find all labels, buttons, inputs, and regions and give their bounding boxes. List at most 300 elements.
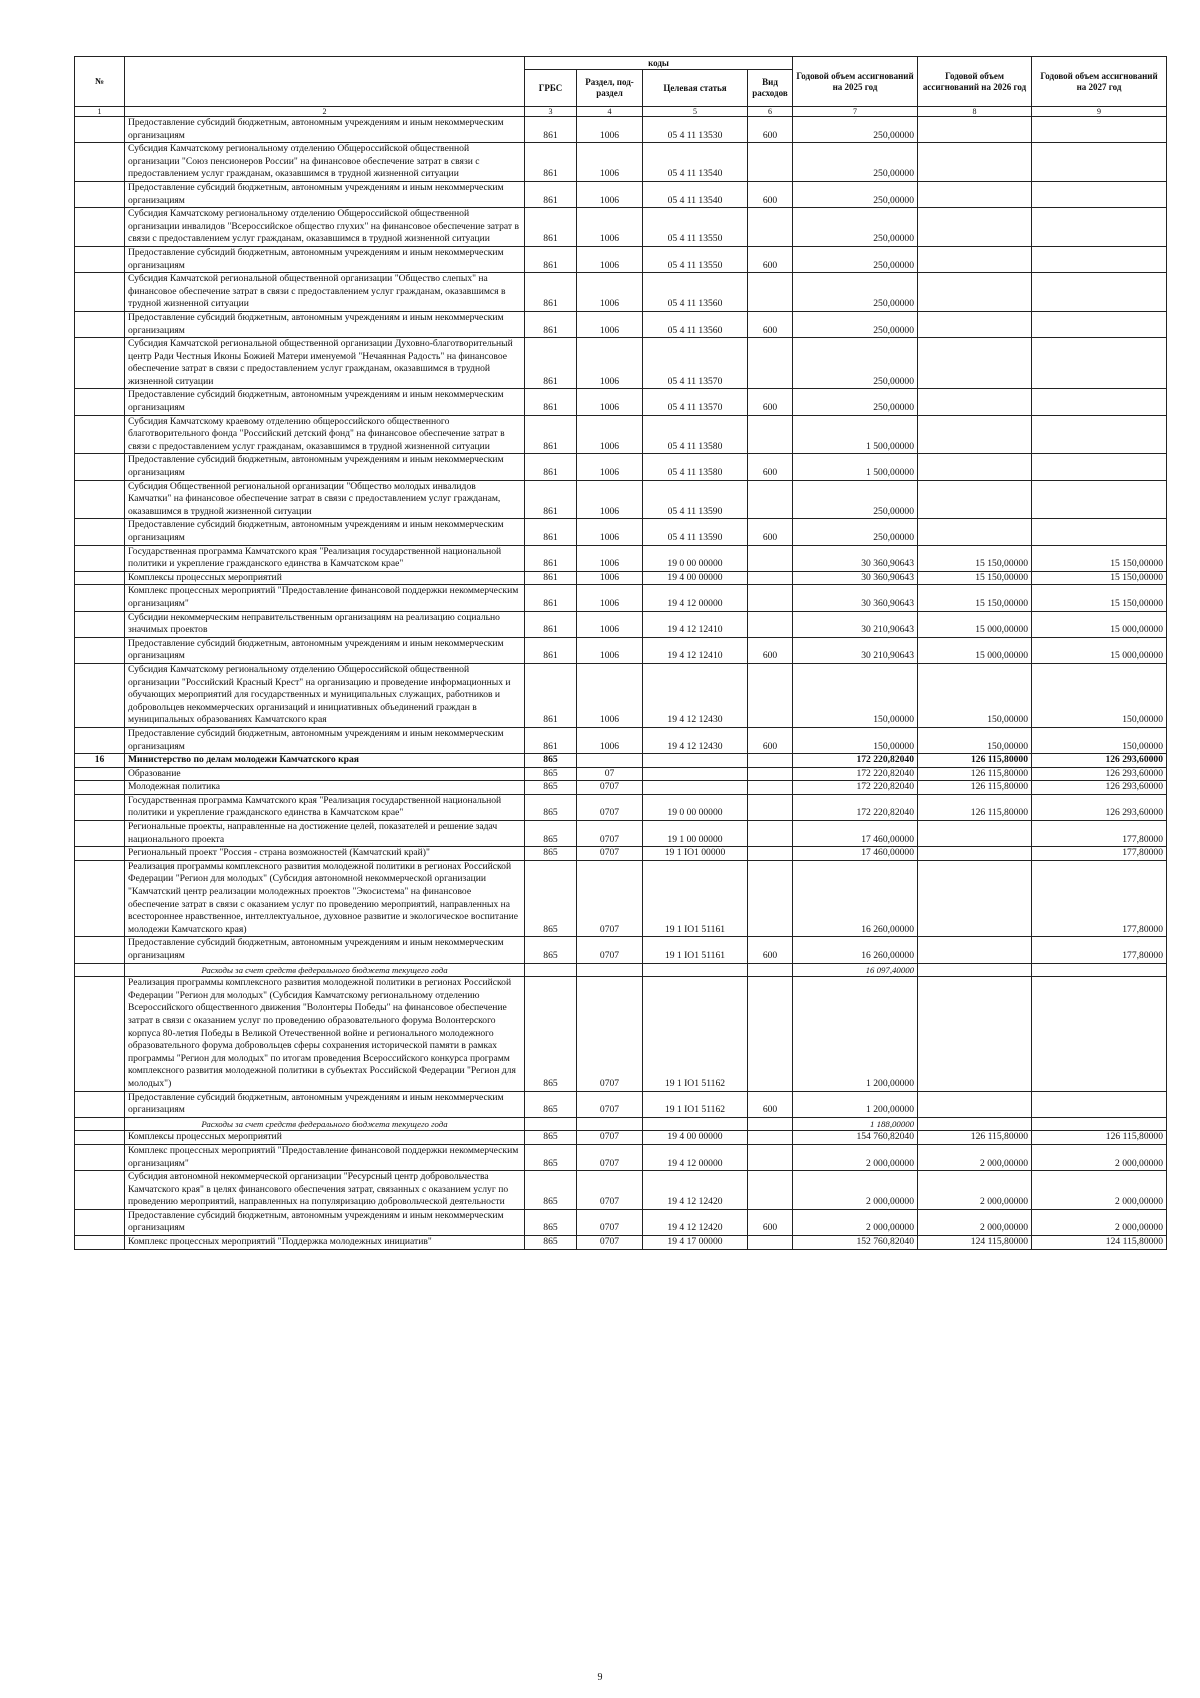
table-row: [75, 181, 1167, 207]
row-amount-2027: 15 000,00000: [1032, 637, 1167, 663]
column-number: 4: [577, 107, 643, 117]
row-grbs: 861: [525, 637, 577, 663]
table-subrow: [75, 1117, 1167, 1131]
row-name: Субсидии некоммерческим неправительственным организациям на реализацию социально значимых проектов: [125, 611, 525, 637]
row-number: [75, 767, 125, 781]
table-row: [75, 1144, 1167, 1170]
row-number: [75, 454, 125, 480]
row-name: Предоставление субсидий бюджетным, автономным учреждениям и иным некоммерческим организациям: [125, 389, 525, 415]
row-expense-type: [748, 585, 793, 611]
row-amount-2027: 126 293,60000: [1032, 754, 1167, 768]
row-name: Комплекс процессных мероприятий "Предоставление финансовой поддержки некоммерческим организациям": [125, 585, 525, 611]
row-expense-type: [748, 611, 793, 637]
row-amount-2025: 154 760,82040: [793, 1131, 918, 1145]
row-target-article: [643, 963, 748, 977]
row-expense-type: [748, 767, 793, 781]
row-razdel: 1006: [577, 246, 643, 272]
row-razdel: 0707: [577, 977, 643, 1091]
row-amount-2027: [1032, 181, 1167, 207]
row-name: Предоставление субсидий бюджетным, автономным учреждениям и иным некоммерческим организациям: [125, 117, 525, 143]
row-amount-2027: 15 150,00000: [1032, 585, 1167, 611]
row-expense-type: 600: [748, 637, 793, 663]
row-grbs: 865: [525, 1144, 577, 1170]
row-razdel: 1006: [577, 117, 643, 143]
row-amount-2027: [1032, 273, 1167, 312]
row-name: Субсидия Камчатскому региональному отделению Общероссийской общественной организации "Российский Красный Крест" на организацию и проведение информационных и обучающих мероприятий для государственных и муниципальных служащих, работников и добровольцев некоммерческих организаций и инициативных объединений граждан в муниципальных образованиях Камчатского края: [125, 663, 525, 727]
row-name: Государственная программа Камчатского края "Реализация государственной национальной политики и укрепление гражданского единства в Камчатском крае": [125, 545, 525, 571]
row-expense-type: 600: [748, 1209, 793, 1235]
row-target-article: 05 4 11 13550: [643, 208, 748, 247]
row-number: [75, 415, 125, 454]
table-row: [75, 338, 1167, 389]
row-name: Предоставление субсидий бюджетным, автономным учреждениям и иным некоммерческим организациям: [125, 727, 525, 753]
row-name: Субсидия Камчатскому краевому отделению общероссийского общественного благотворительного фонда "Российский детский фонд" на финансовое обеспечение затрат в связи с предоставлением услуг гражданам, оказавшимся в трудной жизненной ситуации: [125, 415, 525, 454]
table-row: [75, 821, 1167, 847]
table-row: [75, 1131, 1167, 1145]
row-amount-2026: [918, 273, 1032, 312]
row-name: Региональные проекты, направленные на достижение целей, показателей и решение задач национального проекта: [125, 821, 525, 847]
row-target-article: 05 4 11 13580: [643, 415, 748, 454]
row-amount-2025: 250,00000: [793, 143, 918, 182]
row-grbs: 865: [525, 767, 577, 781]
header-codes: коды: [525, 57, 793, 70]
row-number: [75, 389, 125, 415]
header-num: №: [75, 57, 125, 107]
row-amount-2026: 126 115,80000: [918, 754, 1032, 768]
row-amount-2025: 250,00000: [793, 181, 918, 207]
row-target-article: 05 4 11 13560: [643, 273, 748, 312]
row-amount-2025: 17 460,00000: [793, 821, 918, 847]
row-target-article: [643, 754, 748, 768]
row-razdel: 0707: [577, 821, 643, 847]
column-number: 8: [918, 107, 1032, 117]
row-amount-2027: 126 115,80000: [1032, 1131, 1167, 1145]
row-expense-type: 600: [748, 246, 793, 272]
table-header: [75, 57, 1167, 117]
row-expense-type: 600: [748, 454, 793, 480]
row-amount-2026: 2 000,00000: [918, 1209, 1032, 1235]
table-row: [75, 860, 1167, 937]
row-amount-2026: [918, 860, 1032, 937]
row-razdel: 1006: [577, 663, 643, 727]
row-expense-type: [748, 1117, 793, 1131]
row-amount-2025: 2 000,00000: [793, 1171, 918, 1210]
row-amount-2026: [918, 143, 1032, 182]
column-number: 1: [75, 107, 125, 117]
row-target-article: 19 1 00 00000: [643, 821, 748, 847]
row-grbs: 861: [525, 571, 577, 585]
row-amount-2025: 1 200,00000: [793, 977, 918, 1091]
row-target-article: 19 4 12 12420: [643, 1209, 748, 1235]
row-amount-2027: [1032, 143, 1167, 182]
table-row: [75, 311, 1167, 337]
row-number: [75, 860, 125, 937]
row-amount-2025: 1 500,00000: [793, 415, 918, 454]
row-razdel: 0707: [577, 1171, 643, 1210]
row-number: [75, 847, 125, 861]
row-grbs: 861: [525, 273, 577, 312]
row-amount-2025: 16 097,40000: [793, 963, 918, 977]
column-number: 5: [643, 107, 748, 117]
table-row: [75, 208, 1167, 247]
row-grbs: 861: [525, 519, 577, 545]
row-amount-2025: 1 200,00000: [793, 1091, 918, 1117]
row-amount-2027: 15 150,00000: [1032, 571, 1167, 585]
row-grbs: 865: [525, 794, 577, 820]
row-number: [75, 977, 125, 1091]
row-razdel: [577, 963, 643, 977]
row-expense-type: [748, 143, 793, 182]
row-target-article: 19 1 IO1 51162: [643, 977, 748, 1091]
table-row: [75, 937, 1167, 963]
row-grbs: 865: [525, 1236, 577, 1250]
table-row: [75, 1091, 1167, 1117]
row-target-article: 05 4 11 13540: [643, 181, 748, 207]
row-razdel: 0707: [577, 860, 643, 937]
row-number: [75, 571, 125, 585]
column-number: 9: [1032, 107, 1167, 117]
row-amount-2027: [1032, 454, 1167, 480]
row-amount-2025: 30 210,90643: [793, 611, 918, 637]
row-target-article: [643, 767, 748, 781]
row-number: [75, 480, 125, 519]
row-amount-2025: 152 760,82040: [793, 1236, 918, 1250]
table-row: [75, 1209, 1167, 1235]
header-2027: Годовой объем ассигнований на 2027 год: [1032, 57, 1167, 107]
row-amount-2026: 126 115,80000: [918, 794, 1032, 820]
row-razdel: 1006: [577, 480, 643, 519]
row-amount-2027: [1032, 246, 1167, 272]
row-target-article: 19 4 17 00000: [643, 1236, 748, 1250]
row-amount-2027: 177,80000: [1032, 847, 1167, 861]
row-target-article: 19 4 12 12410: [643, 611, 748, 637]
row-amount-2027: [1032, 117, 1167, 143]
table-row: [75, 143, 1167, 182]
header-razdel: Раздел, под-раздел: [577, 70, 643, 107]
row-expense-type: [748, 663, 793, 727]
row-amount-2026: [918, 415, 1032, 454]
row-name: Субсидия Камчатской региональной общественной организации Духовно-благотворительный центр Ради Честныя Иконы Божией Матери именуемой "Нечаянная Радость" на финансовое обеспечение затрат в связи с предоставлением услуг гражданам, оказавшимся в трудной жизненной ситуации: [125, 338, 525, 389]
table-row: [75, 794, 1167, 820]
budget-allocation-table: [74, 56, 1167, 1250]
row-razdel: 0707: [577, 1091, 643, 1117]
row-number: [75, 727, 125, 753]
column-number: 6: [748, 107, 793, 117]
row-amount-2025: 1 188,00000: [793, 1117, 918, 1131]
row-amount-2026: 124 115,80000: [918, 1236, 1032, 1250]
row-target-article: [643, 781, 748, 795]
table-row: [75, 273, 1167, 312]
header-name: [125, 57, 525, 107]
row-grbs: 861: [525, 311, 577, 337]
row-expense-type: [748, 963, 793, 977]
row-amount-2026: [918, 246, 1032, 272]
row-expense-type: [748, 480, 793, 519]
row-grbs: 861: [525, 663, 577, 727]
row-amount-2025: 172 220,82040: [793, 767, 918, 781]
row-amount-2027: 150,00000: [1032, 663, 1167, 727]
row-amount-2026: [918, 480, 1032, 519]
row-grbs: 861: [525, 415, 577, 454]
row-amount-2025: 17 460,00000: [793, 847, 918, 861]
row-amount-2025: 172 220,82040: [793, 794, 918, 820]
table-row: [75, 637, 1167, 663]
row-name: Субсидия Камчатскому региональному отделению Общероссийской общественной организации "Союз пенсионеров России" на финансовое обеспечение затрат в связи с предоставлением услуг гражданам, оказавшимся в трудной жизненной ситуации: [125, 143, 525, 182]
row-number: [75, 143, 125, 182]
row-amount-2025: 172 220,82040: [793, 754, 918, 768]
row-grbs: 865: [525, 937, 577, 963]
row-grbs: 861: [525, 480, 577, 519]
row-target-article: 05 4 11 13550: [643, 246, 748, 272]
row-number: [75, 585, 125, 611]
budget-table-page: [74, 56, 1166, 1250]
row-razdel: 1006: [577, 611, 643, 637]
row-name: Предоставление субсидий бюджетным, автономным учреждениям и иным некоммерческим организациям: [125, 181, 525, 207]
row-amount-2026: 126 115,80000: [918, 1131, 1032, 1145]
row-target-article: 19 4 12 12430: [643, 727, 748, 753]
row-razdel: 1006: [577, 454, 643, 480]
row-grbs: 861: [525, 208, 577, 247]
table-row: [75, 415, 1167, 454]
row-target-article: 05 4 11 13540: [643, 143, 748, 182]
row-razdel: 1006: [577, 338, 643, 389]
header-vid: Вид расходов: [748, 70, 793, 107]
table-body: [75, 117, 1167, 1250]
row-target-article: 05 4 11 13590: [643, 480, 748, 519]
row-name: Предоставление субсидий бюджетным, автономным учреждениям и иным некоммерческим организациям: [125, 311, 525, 337]
row-grbs: 865: [525, 860, 577, 937]
table-row: [75, 754, 1167, 768]
row-name: Комплексы процессных мероприятий: [125, 571, 525, 585]
row-amount-2026: 150,00000: [918, 663, 1032, 727]
row-amount-2026: 2 000,00000: [918, 1144, 1032, 1170]
row-amount-2025: 250,00000: [793, 273, 918, 312]
row-expense-type: [748, 1131, 793, 1145]
row-expense-type: [748, 781, 793, 795]
row-grbs: 865: [525, 1091, 577, 1117]
row-number: [75, 311, 125, 337]
row-razdel: 1006: [577, 273, 643, 312]
row-target-article: 05 4 11 13530: [643, 117, 748, 143]
row-number: [75, 338, 125, 389]
row-name: Предоставление субсидий бюджетным, автономным учреждениям и иным некоммерческим организациям: [125, 519, 525, 545]
row-name: Предоставление субсидий бюджетным, автономным учреждениям и иным некоммерческим организациям: [125, 246, 525, 272]
row-target-article: 05 4 11 13560: [643, 311, 748, 337]
row-razdel: 07: [577, 767, 643, 781]
row-number: [75, 273, 125, 312]
table-row: [75, 781, 1167, 795]
row-amount-2027: 124 115,80000: [1032, 1236, 1167, 1250]
row-amount-2025: 150,00000: [793, 727, 918, 753]
row-amount-2026: [918, 311, 1032, 337]
header-csr: Целевая статья: [643, 70, 748, 107]
row-amount-2025: 172 220,82040: [793, 781, 918, 795]
row-target-article: 19 1 IO1 51161: [643, 860, 748, 937]
row-number: [75, 208, 125, 247]
row-razdel: 0707: [577, 794, 643, 820]
row-amount-2026: [918, 389, 1032, 415]
row-razdel: 0707: [577, 1209, 643, 1235]
row-number: [75, 663, 125, 727]
row-name: Предоставление субсидий бюджетным, автономным учреждениям и иным некоммерческим организациям: [125, 937, 525, 963]
row-amount-2025: 250,00000: [793, 208, 918, 247]
row-amount-2026: [918, 519, 1032, 545]
row-amount-2026: 150,00000: [918, 727, 1032, 753]
row-target-article: 19 4 00 00000: [643, 1131, 748, 1145]
row-razdel: 0707: [577, 1144, 643, 1170]
row-name: Субсидия Камчатской региональной общественной организации "Общество слепых" на финансовое обеспечение затрат в связи с предоставлением услуг гражданам, оказавшимся в трудной жизненной ситуации: [125, 273, 525, 312]
row-amount-2026: [918, 963, 1032, 977]
row-grbs: 861: [525, 181, 577, 207]
row-grbs: 861: [525, 338, 577, 389]
row-name: Комплекс процессных мероприятий "Поддержка молодежных инициатив": [125, 1236, 525, 1250]
row-amount-2027: 2 000,00000: [1032, 1209, 1167, 1235]
row-razdel: 1006: [577, 389, 643, 415]
row-amount-2025: 250,00000: [793, 311, 918, 337]
table-row: [75, 977, 1167, 1091]
row-amount-2027: 126 293,60000: [1032, 794, 1167, 820]
row-amount-2026: [918, 338, 1032, 389]
row-expense-type: [748, 794, 793, 820]
row-number: [75, 794, 125, 820]
row-grbs: 861: [525, 246, 577, 272]
row-name: Предоставление субсидий бюджетным, автономным учреждениям и иным некоммерческим организациям: [125, 1091, 525, 1117]
row-amount-2026: 2 000,00000: [918, 1171, 1032, 1210]
row-number: [75, 117, 125, 143]
row-amount-2027: 150,00000: [1032, 727, 1167, 753]
row-amount-2027: [1032, 1117, 1167, 1131]
row-amount-2025: 30 360,90643: [793, 571, 918, 585]
row-razdel: 0707: [577, 1236, 643, 1250]
row-number: [75, 1144, 125, 1170]
row-grbs: 861: [525, 117, 577, 143]
row-grbs: 865: [525, 1209, 577, 1235]
row-amount-2025: 250,00000: [793, 389, 918, 415]
row-target-article: 19 1 IO1 51161: [643, 937, 748, 963]
row-amount-2027: [1032, 977, 1167, 1091]
row-number: [75, 611, 125, 637]
row-name: Молодежная политика: [125, 781, 525, 795]
row-name: Расходы за счет средств федерального бюджета текущего года: [125, 1117, 525, 1131]
row-amount-2026: [918, 117, 1032, 143]
row-expense-type: 600: [748, 727, 793, 753]
row-target-article: 19 1 IO1 00000: [643, 847, 748, 861]
row-target-article: 19 1 IO1 51162: [643, 1091, 748, 1117]
header-2026: Годовой объем ассигнований на 2026 год: [918, 57, 1032, 107]
row-amount-2025: 250,00000: [793, 480, 918, 519]
row-expense-type: 600: [748, 117, 793, 143]
row-amount-2025: 250,00000: [793, 246, 918, 272]
row-amount-2025: 30 210,90643: [793, 637, 918, 663]
table-row: [75, 585, 1167, 611]
row-name: Субсидия автономной некоммерческой организации "Ресурсный центр добровольчества Камчатского края" в целях финансового обеспечения затрат, связанных с оказанием услуг по проведению мероприятий, направленных на популяризацию добровольческой деятельности: [125, 1171, 525, 1210]
row-number: [75, 519, 125, 545]
row-expense-type: 600: [748, 519, 793, 545]
row-razdel: [577, 1117, 643, 1131]
row-name: Министерство по делам молодежи Камчатского края: [125, 754, 525, 768]
row-amount-2027: [1032, 389, 1167, 415]
row-name: Реализация программы комплексного развития молодежной политики в регионах Российской Федерации "Регион для молодых" (Субсидия автономной некоммерческой организации "Камчатский центр реализации молодежных проектов "Экосистема" на финансовое обеспечение затрат в связи с оказанием услуг по проведению мероприятий, направленных на всестороннее нравственное, интеллектуальное, духовное развитие и экологическое воспитание молодежи Камчатского края): [125, 860, 525, 937]
row-number: [75, 1131, 125, 1145]
row-name: Расходы за счет средств федерального бюджета текущего года: [125, 963, 525, 977]
table-row: [75, 727, 1167, 753]
row-amount-2027: 2 000,00000: [1032, 1171, 1167, 1210]
row-razdel: 0707: [577, 937, 643, 963]
row-amount-2026: [918, 821, 1032, 847]
row-expense-type: 600: [748, 181, 793, 207]
row-expense-type: 600: [748, 1091, 793, 1117]
row-amount-2025: 2 000,00000: [793, 1144, 918, 1170]
row-target-article: 19 4 12 12410: [643, 637, 748, 663]
row-grbs: 865: [525, 977, 577, 1091]
row-razdel: 1006: [577, 727, 643, 753]
row-razdel: 1006: [577, 571, 643, 585]
row-razdel: 1006: [577, 637, 643, 663]
table-row: [75, 389, 1167, 415]
row-grbs: 861: [525, 143, 577, 182]
row-number: [75, 1171, 125, 1210]
row-amount-2027: [1032, 311, 1167, 337]
header-row-top: [75, 57, 1167, 70]
row-amount-2027: 177,80000: [1032, 860, 1167, 937]
header-grbs: ГРБС: [525, 70, 577, 107]
row-number: [75, 821, 125, 847]
row-name: Комплекс процессных мероприятий "Предоставление финансовой поддержки некоммерческим организациям": [125, 1144, 525, 1170]
row-name: Предоставление субсидий бюджетным, автономным учреждениям и иным некоммерческим организациям: [125, 1209, 525, 1235]
table-row: [75, 767, 1167, 781]
row-grbs: 865: [525, 1131, 577, 1145]
row-grbs: 861: [525, 727, 577, 753]
row-name: Субсидия Общественной региональной организации "Общество молодых инвалидов Камчатки" на финансовое обеспечение затрат в связи с предоставлением услуг гражданам, оказавшимся в трудной жизненной ситуации: [125, 480, 525, 519]
row-razdel: 0707: [577, 781, 643, 795]
row-target-article: [643, 1117, 748, 1131]
row-expense-type: [748, 571, 793, 585]
row-number: [75, 545, 125, 571]
row-number: [75, 781, 125, 795]
row-grbs: 865: [525, 821, 577, 847]
table-row: [75, 1236, 1167, 1250]
row-expense-type: [748, 977, 793, 1091]
row-expense-type: [748, 545, 793, 571]
table-row: [75, 246, 1167, 272]
row-amount-2026: [918, 181, 1032, 207]
row-razdel: 1006: [577, 311, 643, 337]
row-amount-2026: 15 150,00000: [918, 585, 1032, 611]
row-amount-2025: 250,00000: [793, 117, 918, 143]
row-razdel: 1006: [577, 208, 643, 247]
row-name: Предоставление субсидий бюджетным, автономным учреждениям и иным некоммерческим организациям: [125, 454, 525, 480]
row-number: [75, 937, 125, 963]
row-grbs: 865: [525, 754, 577, 768]
row-amount-2027: [1032, 519, 1167, 545]
column-number-row: [75, 107, 1167, 117]
row-target-article: 19 0 00 00000: [643, 794, 748, 820]
row-grbs: 861: [525, 585, 577, 611]
row-razdel: [577, 754, 643, 768]
row-amount-2027: [1032, 480, 1167, 519]
row-number: [75, 637, 125, 663]
row-amount-2027: [1032, 338, 1167, 389]
row-amount-2027: 177,80000: [1032, 821, 1167, 847]
row-razdel: 0707: [577, 847, 643, 861]
table-row: [75, 117, 1167, 143]
row-amount-2025: 250,00000: [793, 338, 918, 389]
row-amount-2026: 15 150,00000: [918, 545, 1032, 571]
row-expense-type: [748, 415, 793, 454]
row-amount-2025: 30 360,90643: [793, 585, 918, 611]
row-razdel: 1006: [577, 143, 643, 182]
page-number: 9: [597, 1672, 603, 1683]
